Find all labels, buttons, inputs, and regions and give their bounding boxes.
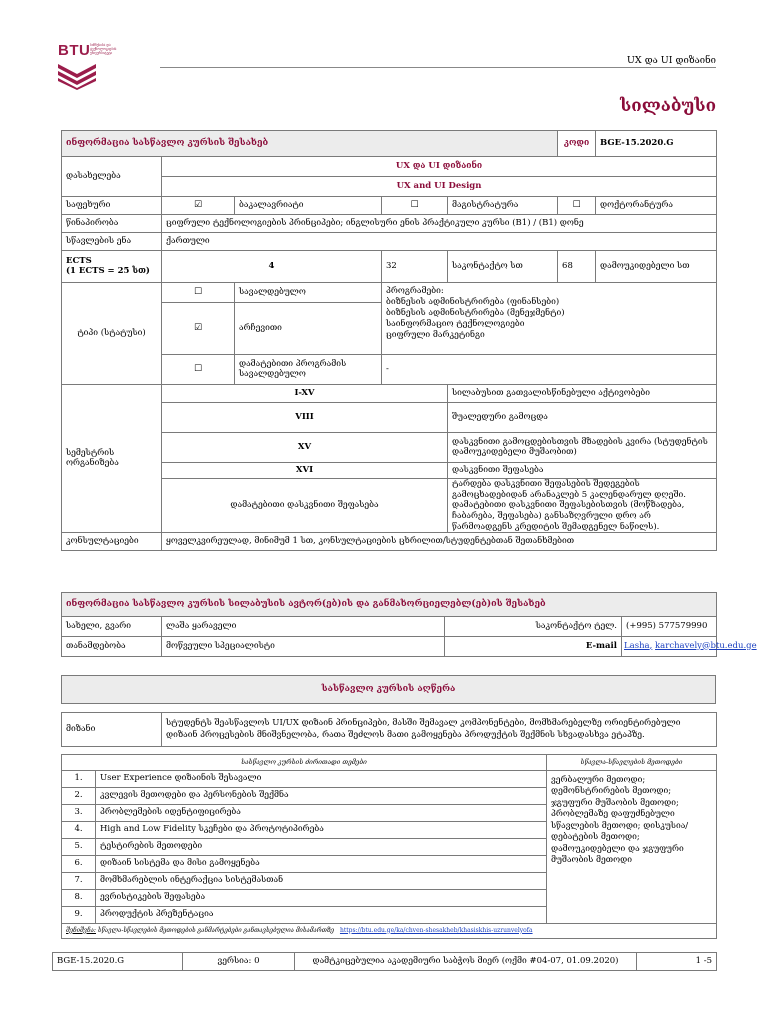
topic-num: 7. [62, 873, 96, 890]
prereq-label: წინაპირობა [62, 215, 162, 233]
level-master: მაგისტრატურა [448, 197, 558, 215]
topic-num: 9. [62, 907, 96, 924]
logo-book-icon [58, 60, 96, 90]
sem-week: VIII [162, 403, 448, 433]
level-bachelor: ბაკალავრიატი [235, 197, 382, 215]
author-name-value: ლაშა ყარაველი [162, 617, 445, 637]
logo-subtext: ბიზნესისა და ტექნოლოგიების უნივერსიტეტი [90, 43, 117, 55]
programs-title: პროგრამები: [386, 286, 444, 296]
code-label: კოდი [558, 131, 596, 157]
topic-num: 8. [62, 890, 96, 907]
note-label: შენიშვნა: [66, 926, 96, 934]
topic-text: მომხმარებლის ინტერაქცია სისტემასთან [96, 873, 547, 890]
topic-text: პრობლემების იდენტიფიცირება [96, 805, 547, 822]
methods-header: სწავლა-სწავლების მეთოდები [547, 755, 717, 771]
author-section-title: ინფორმაცია სასწავლო კურსის სილაბუსის ავტორ(ებ)ის და განმახორციელებლ(ებ)ის შესახებ [62, 593, 717, 617]
sem-desc: დასკვნითი შეფასება [448, 463, 717, 479]
course-name-ka: UX და UI დიზაინი [162, 157, 717, 177]
methods-value: ვერბალური მეთოდი; დემონსტრირების მეთოდი; ჯგუფური მუშაობის მეთოდი; პრობლემაზე დაფუძნებული სწავლების მეთოდი; დისკუსია/დებატების მეთოდი; დამოუკიდებელი და ჯგუფური მუშაობის მეთოდი [547, 771, 717, 924]
topic-text: პროდუქტის პრეზენტაცია [96, 907, 547, 924]
level-label: საფეხური [62, 197, 162, 215]
footer-page: 1 -5 [637, 953, 717, 971]
sem-desc: ტარდება დასკვნითი შეფასების შედეგების გამოცხადებიდან არანაკლებ 5 კალენდარულ დღეში. დამატებითი დასკვნითი შეფასებისთვის (მოწზადება, ჩაბარება, შეფასება) განსაზღვრული დრო არ წარმოადგენს კრედიტის შემადგენელ ნაწილს). [448, 479, 717, 533]
topic-text: კვლევის მეთოდები და პერსონების შექმნა [96, 788, 547, 805]
position-value: მოწვეული სპეციალისტი [162, 637, 445, 657]
type-extra: დამატებითი პროგრამის სავალდებულო [235, 355, 382, 385]
sem-desc: დასკვნითი გამოცდებისთვის მზადების კვირა (სტუდენტის დამოუკიდებელი მუშაობით) [448, 433, 717, 463]
footer-table [52, 952, 717, 971]
course-info-section-title: ინფორმაცია სასწავლო კურსის შესახებ [62, 131, 558, 157]
extra-program-checkbox[interactable]: ☐ [193, 364, 203, 375]
level-doctoral: დოქტორანტურა [596, 197, 717, 215]
sem-week: დამატებითი დასკვნითი შეფასება [162, 479, 448, 533]
program-item: ბიზნესის ადმინისტრირება (ფინანსები) [386, 297, 560, 308]
email-name-link[interactable]: Lasha [624, 640, 650, 651]
note-link[interactable]: https://btu.edu.ge/ka/chven-shesakheb/khasiskhis-uzrunvelyofa [339, 926, 533, 934]
author-name-label: სახელი, გვარი [62, 617, 162, 637]
indep-hours: 68 [558, 251, 596, 283]
mandatory-checkbox[interactable]: ☐ [193, 287, 203, 298]
type-mandatory: სავალდებულო [235, 283, 382, 303]
email-label: E-mail [445, 637, 622, 657]
topic-text: User Experience დიზაინის შესავალი [96, 771, 547, 788]
program-item: ციფრული მარკეტინგი [386, 330, 485, 341]
sem-week: XV [162, 433, 448, 463]
program-item: საინფორმაციო ტექნოლოგიები [386, 319, 525, 330]
topic-num: 1. [62, 771, 96, 788]
bachelor-checkbox[interactable]: ☑ [193, 200, 203, 211]
sem-desc: სილაბუსით გათვალისწინებული აქტივობები [448, 385, 717, 403]
footer-approved: დამტკიცებულია აკადემიური საბჭოს მიერ (ოქმი #04-07, 01.09.2020) [295, 953, 637, 971]
elective-checkbox[interactable]: ☑ [193, 323, 203, 334]
contact-label: საკონტაქტო სთ [448, 251, 558, 283]
topics-table [61, 754, 717, 939]
ects-note: (1 ECTS = 25 სთ) [66, 265, 150, 276]
ects-label: ECTS [66, 255, 92, 266]
consult-label: კონსულტაციები [62, 533, 162, 551]
topic-text: High and Low Fidelity სკეჩები და პროტოტიპირება [96, 822, 547, 839]
semester-label: სემესტრის ორგანიზება [62, 385, 162, 533]
master-checkbox[interactable]: ☐ [410, 200, 419, 211]
page-title: სილაბუსი [619, 96, 716, 116]
note-text: სწავლა-სწავლების მეთოდების განმარტებები განთავსებულია მისამართზე [97, 926, 335, 934]
description-title-table [61, 675, 716, 704]
header-doc-title: UX და UI დიზაინი [626, 55, 716, 66]
phone-value: (+995) 577579990 [622, 617, 717, 637]
goal-value: სტუდენტს შეასწავლოს UI/UX დიზაინ პრინციპები, მასში შემავალ კომპონენტები, მომხმარებელზე ორიენტირებული დიზაინ პროცესების მნიშვნელობა, რათა შეძლოს მათი გამოყენება პროდუქტის შექმნის სხვადასხვა ეტაპზე. [162, 713, 717, 747]
consult-value: ყოველკვირეულად, მინიმუმ 1 სთ, კონსულტაციების ცხრილით/სტუდენტებთან შეთანხმებით [162, 533, 717, 551]
header-rule [160, 67, 716, 68]
type-elective: არჩევითი [235, 303, 382, 355]
footer-version: ვერსია: 0 [183, 953, 295, 971]
prereq-value: ციფრული ტექნოლოგიების პრინციპები; ინგლისური ენის პრაქტიკული კურსი (B1) / (B1) დონე [162, 215, 717, 233]
logo-text: BTU [58, 42, 91, 59]
course-info-table [61, 130, 717, 551]
goal-table [61, 712, 717, 747]
author-info-table [61, 592, 757, 657]
footer-code: BGE-15.2020.G [53, 953, 183, 971]
topic-num: 4. [62, 822, 96, 839]
sem-week: I-XV [162, 385, 448, 403]
note-cell [62, 924, 717, 939]
course-name-en: UX and UI Design [162, 177, 717, 197]
goal-label: მიზანი [62, 713, 162, 747]
email-link[interactable]: karchavely@btu.edu.ge [655, 640, 757, 651]
lang-value: ქართული [162, 233, 717, 251]
extra-value: - [382, 355, 717, 385]
program-item: ბიზნესის ადმინისტრირება (მენეჯმენტი) [386, 308, 565, 319]
topic-num: 2. [62, 788, 96, 805]
phone-label: საკონტაქტო ტელ. [445, 617, 622, 637]
topics-header: სასწავლო კურსის ძირითადი თემები [62, 755, 547, 771]
position-label: თანამდებობა [62, 637, 162, 657]
email-cell: Lasha, karchavely@btu.edu.ge [622, 637, 717, 657]
topic-num: 6. [62, 856, 96, 873]
lang-label: სწავლების ენა [62, 233, 162, 251]
university-logo [58, 40, 146, 92]
sem-desc: შუალედური გამოცდა [448, 403, 717, 433]
name-label: დასახელება [62, 157, 162, 197]
description-section-title: სასწავლო კურსის აღწერა [62, 676, 716, 704]
topic-text: ევრისტიკების შეფასება [96, 890, 547, 907]
ects-label-cell [62, 251, 162, 283]
topic-num: 5. [62, 839, 96, 856]
topic-text: დიზაინ სისტემა და მისი გამოყენება [96, 856, 547, 873]
topic-text: ტესტირების მეთოდები [96, 839, 547, 856]
topic-num: 3. [62, 805, 96, 822]
type-label: ტიპი (სტატუსი) [62, 283, 162, 385]
ects-value: 4 [162, 251, 382, 283]
sem-week: XVI [162, 463, 448, 479]
indep-label: დამოუკიდებელი სთ [596, 251, 717, 283]
code-value: BGE-15.2020.G [596, 131, 717, 157]
contact-hours: 32 [382, 251, 448, 283]
doctoral-checkbox[interactable]: ☐ [572, 200, 581, 211]
programs-cell [382, 283, 717, 355]
